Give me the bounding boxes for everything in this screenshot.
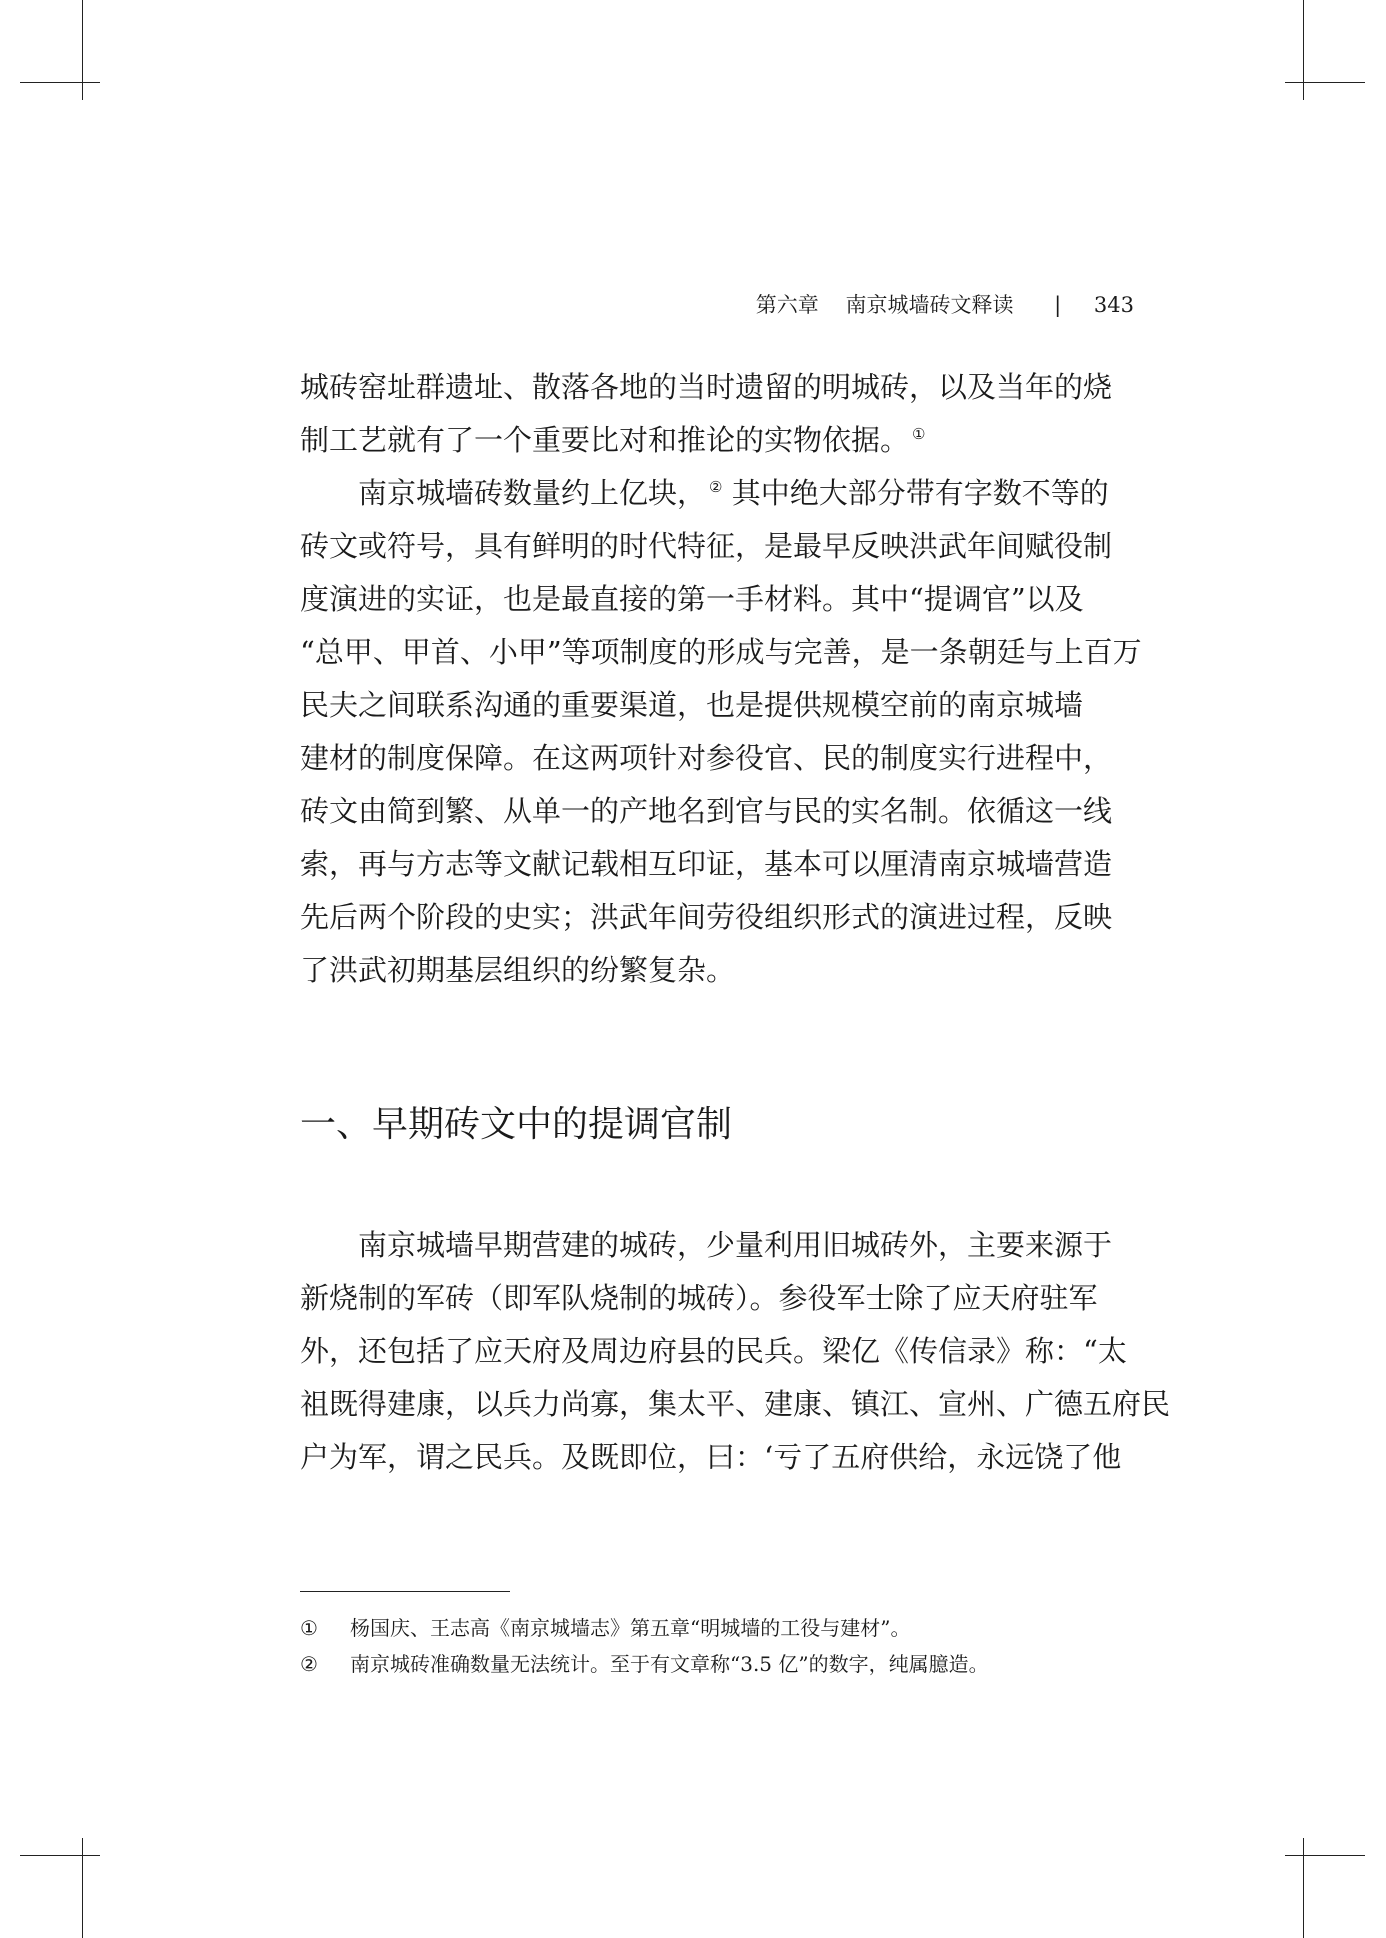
text-line-content: 其中绝大部分带有字数不等的 (731, 476, 1109, 510)
paragraph (300, 467, 1134, 520)
footnote-ref: ① (912, 425, 926, 444)
text-line: 新烧制的军砖（即军队烧制的城砖）。参役军士除了应天府驻军 (300, 1281, 1098, 1315)
page-number: 343 (1093, 293, 1134, 317)
text-line: 索，再与方志等文献记载相互印证，基本可以厘清南京城墙营造 (300, 847, 1113, 881)
paragraph-lines (300, 520, 1142, 997)
body-text-lower (300, 1219, 1171, 1484)
crop-mark (1303, 1838, 1304, 1938)
text-line: “总甲、甲首、小甲”等项制度的形成与完善，是一条朝廷与上百万 (300, 635, 1142, 669)
paragraph-lines (300, 1272, 1171, 1484)
crop-mark (82, 0, 83, 100)
text-line: 户为军，谓之民兵。及既即位，曰：‘亏了五府供给，永远饶了他 (300, 1440, 1122, 1474)
text-line-content: 制工艺就有了一个重要比对和推论的实物依据。 (300, 423, 910, 457)
footnote-text: 杨国庆、王志高《南京城墙志》第五章“明城墙的工役与建材”。 (350, 1616, 911, 1640)
paragraph (300, 1219, 1134, 1272)
chapter-title: 南京城墙砖文释读 (845, 293, 1014, 317)
text-line: 祖既得建康，以兵力尚寡，集太平、建康、镇江、宣州、广德五府民 (300, 1387, 1171, 1421)
footnote-ref: ② (709, 478, 723, 497)
text-line: 南京城墙早期营建的城砖，少量利用旧城砖外，主要来源于 (358, 1228, 1113, 1262)
text-line (300, 414, 1134, 467)
text-line: 了洪武初期基层组织的纷繁复杂。 (300, 953, 736, 987)
text-line: 度演进的实证，也是最直接的第一手材料。其中“提调官”以及 (300, 582, 1084, 616)
crop-mark (1285, 82, 1365, 83)
footnote-mark: ② (300, 1652, 318, 1676)
text-line: 外，还包括了应天府及周边府县的民兵。梁亿《传信录》称：“太 (300, 1334, 1127, 1368)
footnote (300, 1610, 1134, 1646)
text-line: 先后两个阶段的史实；洪武年间劳役组织形式的演进过程，反映 (300, 900, 1113, 934)
text-line-content: 南京城墙砖数量约上亿块， (358, 476, 707, 510)
text-line: 砖文或符号，具有鲜明的时代特征，是最早反映洪武年间赋役制 (300, 529, 1113, 563)
footnote (300, 1646, 1134, 1682)
footnote-mark: ① (300, 1616, 318, 1640)
text-line: 砖文由简到繁、从单一的产地名到官与民的实名制。依循这一线 (300, 794, 1113, 828)
footnote-text: 南京城砖准确数量无法统计。至于有文章称“3.5 亿”的数字，纯属臆造。 (350, 1652, 989, 1676)
text-line (300, 467, 1134, 520)
crop-mark (20, 82, 100, 83)
body-text-upper (300, 361, 1142, 997)
crop-mark (20, 1855, 100, 1856)
footnote-divider (300, 1591, 510, 1592)
header-separator: | (1054, 293, 1062, 317)
running-header (300, 290, 1134, 320)
text-line: 城砖窑址群遗址、散落各地的当时遗留的明城砖，以及当年的烧 (300, 370, 1113, 404)
crop-mark (1303, 0, 1304, 100)
crop-mark (1285, 1855, 1365, 1856)
text-line: 建材的制度保障。在这两项针对参役官、民的制度实行进程中， (300, 741, 1113, 775)
text-line: 民夫之间联系沟通的重要渠道，也是提供规模空前的南京城墙 (300, 688, 1084, 722)
crop-mark (82, 1838, 83, 1938)
paragraph-continued (300, 361, 1134, 467)
footnotes (300, 1610, 1134, 1682)
section-heading: 一、早期砖文中的提调官制 (300, 1104, 733, 1145)
chapter-number: 第六章 (755, 293, 819, 317)
